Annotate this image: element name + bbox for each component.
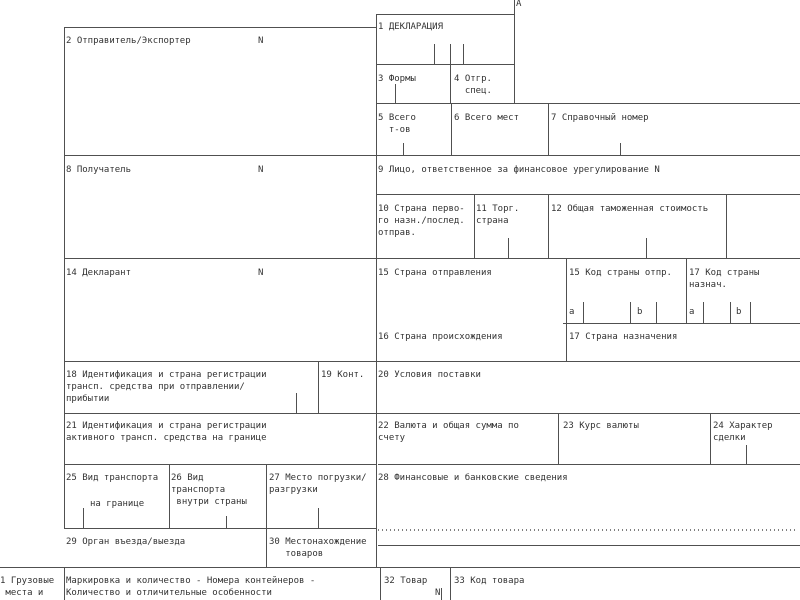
field-1-declaration: 1 ДЕКЛАРАЦИЯ [378,22,444,32]
field-32-goods: 32 Товар [384,576,428,586]
field-9-financial-person: 9 Лицо, ответственное за финансовое урегулирование N [378,165,660,175]
subfield-a-15: a [569,307,575,317]
field-17-destination-code: 17 Код страны назнач. [689,268,760,290]
subfield-b-15: b [637,307,643,317]
field-26-inland-transport: 26 Вид транспорта внутри страны [171,473,247,507]
field-15-dispatch-country: 15 Страна отправления [378,268,492,278]
field-33-goods-code: 33 Код товара [454,576,525,586]
field-23-exchange-rate: 23 Курс валюты [563,421,639,431]
field-10-country: 10 Страна перво- го назн./послед. отправ. [378,204,465,238]
field-8-number: N [258,165,264,175]
subfield-a-17: a [689,307,695,317]
field-4-spec: 4 Отгр. спец. [454,74,492,96]
field-31-marking: Маркировка и количество - Номера контейнеров - Количество и отличительные особенности [66,576,316,598]
field-14-number: N [258,268,264,278]
field-25-transport-type: 25 Вид транспорта [66,473,159,483]
field-30-goods-location: 30 Местонахождение товаров [269,537,367,559]
field-19-container: 19 Конт. [321,370,365,380]
field-25-at-border: на границе [90,499,145,509]
corner-mark: A [516,0,522,9]
field-21-border-transport: 21 Идентификация и страна регистрации активного трансп. средства на границе [66,421,267,443]
field-8-recipient: 8 Получатель [66,165,132,175]
field-2-sender-exporter: 2 Отправитель/Экспортер [66,36,191,46]
field-17-destination-country: 17 Страна назначения [569,332,678,342]
field-31-cargo-places: 1 Грузовые места и [0,576,55,598]
field-28-financial-info: 28 Финансовые и банковские сведения [378,473,568,483]
field-16-origin-country: 16 Страна происхождения [378,332,503,342]
field-24-deal-nature: 24 Характер сделки [713,421,773,443]
field-12-customs-value: 12 Общая таможенная стоимость [551,204,709,214]
field-22-currency-amount: 22 Валюта и общая сумма по счету [378,421,519,443]
field-18-transport-identification: 18 Идентификация и страна регистрации трансп. средства при отправлении/ прибытии [66,370,267,404]
field-29-entry-authority: 29 Орган въезда/выезда [66,537,186,547]
field-6-total-places: 6 Всего мест [454,113,520,123]
subfield-b-17: b [736,307,742,317]
field-15-dispatch-code: 15 Код страны отпр. [569,268,672,278]
field-14-declarant: 14 Декларант [66,268,132,278]
field-11-trade-country: 11 Торг. страна [476,204,520,226]
field-5-total-items: 5 Всего т-ов [378,113,416,135]
field-27-loading-place: 27 Место погрузки/ разгрузки [269,473,367,495]
field-2-number: N [258,36,264,46]
field-20-delivery-terms: 20 Условия поставки [378,370,481,380]
field-7-reference-number: 7 Справочный номер [551,113,649,123]
field-32-number: N [435,588,441,598]
field-3-forms: 3 Формы [378,74,416,84]
